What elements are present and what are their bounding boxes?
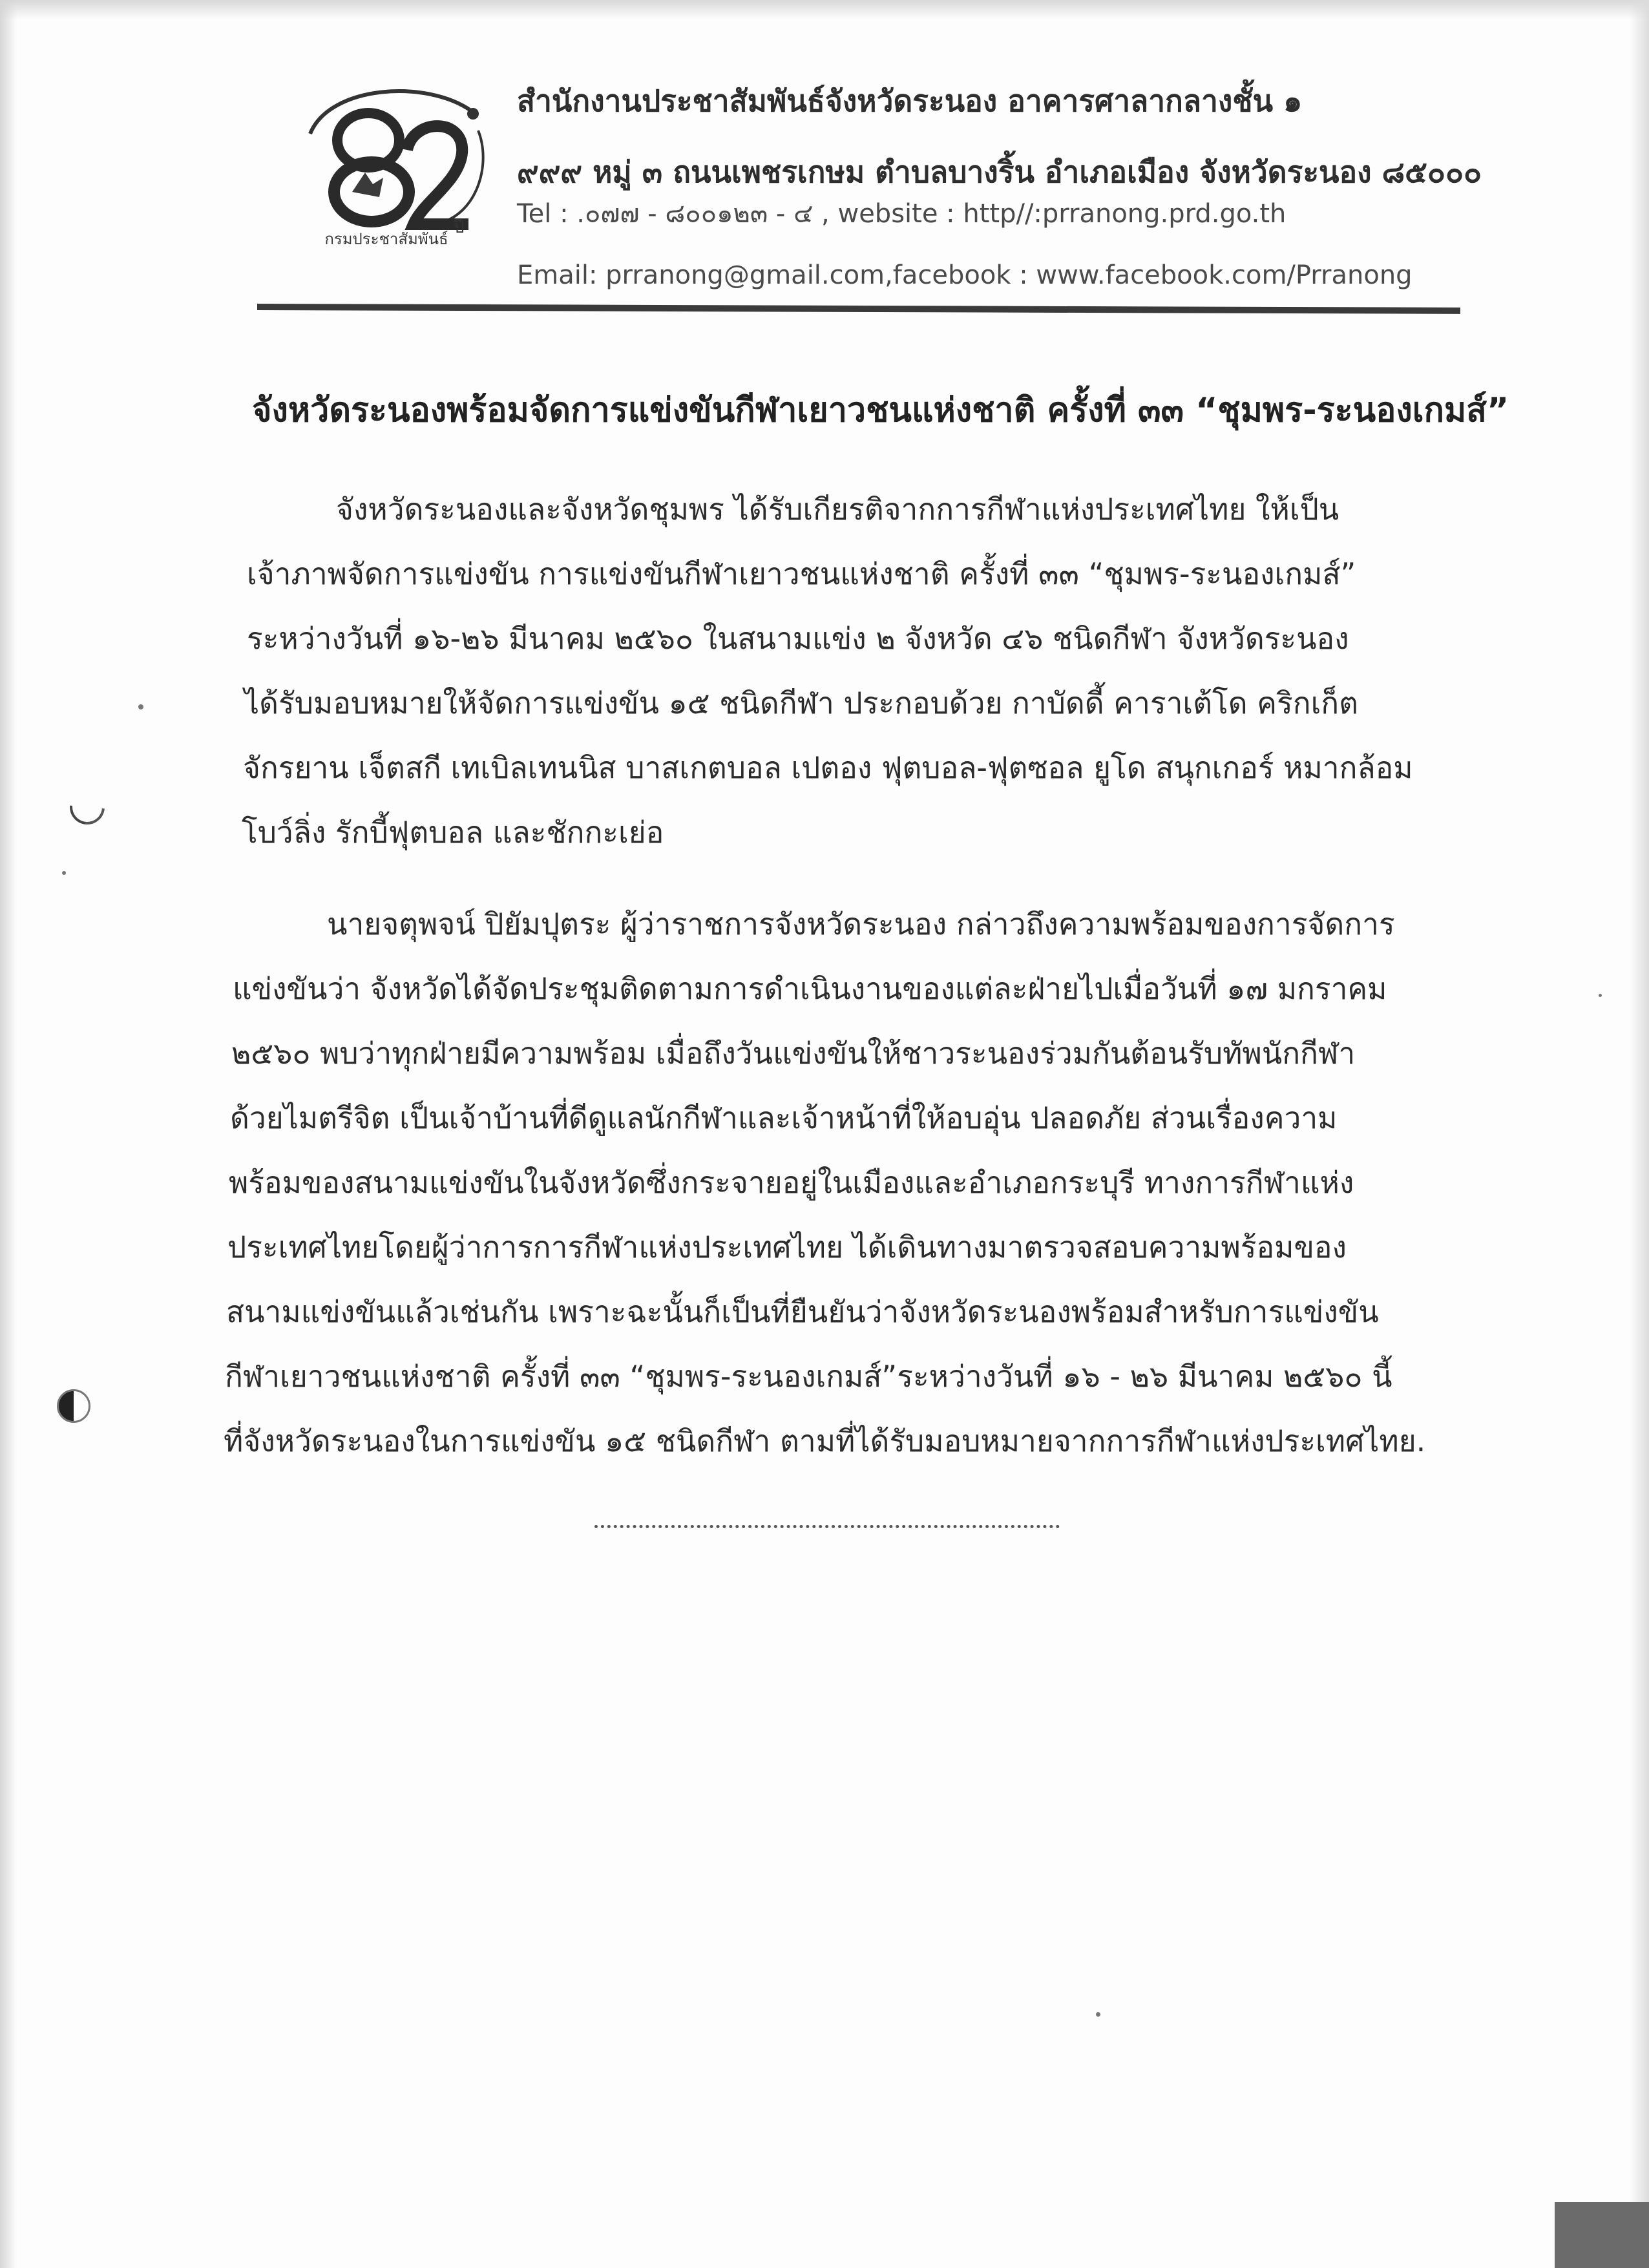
paragraph-line: โบว์ลิ่ง รักบี้ฟุตบอล และชักกะเย่อ: [242, 815, 664, 850]
paragraph-line: เจ้าภาพจัดการแข่งขัน การแข่งขันกีฬาเยาวชนแห่งชาติ ครั้งที่ ๓๓ “ชุมพร-ระนองเกมส์”: [247, 556, 1356, 591]
paragraph-line: ประเทศไทยโดยผู้ว่าการการกีฬาแห่งประเทศไทย ได้เดินทางมาตรวจสอบความพร้อมของ: [227, 1230, 1347, 1265]
page-shadow-left: [0, 0, 17, 2268]
paragraph-line: ได้รับมอบหมายให้จัดการแข่งขัน ๑๕ ชนิดกีฬา ประกอบด้วย กาบัดดี้ คาราเต้โด คริกเก็ต: [244, 686, 1359, 720]
agency-contact: Tel : .๐๗๗ - ๘๐๐๑๒๓ - ๔ , website : http//:prranong.prd.go.th: [517, 199, 1287, 229]
logo-caption: กรมประชาสัมพันธ์: [324, 230, 448, 248]
paragraph-line: กีฬาเยาวชนแห่งชาติ ครั้งที่ ๓๓ “ชุมพร-ระนองเกมส์”ระหว่างวันที่ ๑๖ - ๒๖ มีนาคม ๒๕๖๐ นี้: [225, 1359, 1392, 1394]
paragraph-line: ที่จังหวัดระนองในการแข่งขัน ๑๕ ชนิดกีฬา ตามที่ได้รับมอบหมายจากการกีฬาแห่งประเทศไทย.: [224, 1423, 1426, 1458]
page-shadow-right: [1630, 0, 1649, 2268]
agency-email: Email: prranong@gmail.com,facebook : www.facebook.com/Prranong: [517, 260, 1413, 290]
scan-speck: [1096, 2012, 1100, 2017]
paragraph-line: นายจตุพจน์ ปิยัมปุตระ ผู้ว่าราชการจังหวัดระนอง กล่าวถึงความพร้อมของการจัดการ: [327, 907, 1395, 941]
page-shadow-top: [0, 0, 1649, 19]
paragraph-line: ๒๕๖๐ พบว่าทุกฝ่ายมีความพร้อม เมื่อถึงวันแข่งขันให้ชาวระนองร่วมกันต้อนรับทัพนักกีฬา: [231, 1036, 1356, 1071]
scan-speck: [1599, 994, 1602, 997]
paragraph-line: ด้วยไมตรีจิต เป็นเจ้าบ้านที่ดีดูแลนักกีฬาและเจ้าหน้าที่ให้อบอุ่น ปลอดภัย ส่วนเรื่องความ: [230, 1100, 1338, 1135]
punch-hole-mark: [57, 1389, 90, 1423]
scan-corner-shadow: [1555, 2202, 1649, 2268]
punch-hole-mark: [63, 782, 112, 832]
paragraph-line: สนามแข่งขันแล้วเช่นกัน เพราะฉะนั้นก็เป็นที่ยืนยันว่าจังหวัดระนองพร้อมสำหรับการแข่งขัน: [226, 1294, 1379, 1329]
paragraph-line: ระหว่างวันที่ ๑๖-๒๖ มีนาคม ๒๕๖๐ ในสนามแข่ง ๒ จังหวัด ๔๖ ชนิดกีฬา จังหวัดระนอง: [247, 621, 1349, 656]
paragraph-line: จักรยาน เจ็ตสกี เทเบิลเทนนิส บาสเกตบอล เปตอง ฟุตบอล-ฟุตซอล ยูโด สนุกเกอร์ หมากล้อม: [243, 750, 1413, 785]
agency-name: สำนักงานประชาสัมพันธ์จังหวัดระนอง อาคารศาลากลางชั้น ๑: [517, 83, 1303, 118]
end-of-article-dots: [594, 1525, 1060, 1528]
logo-years-suffix: ปี: [454, 218, 465, 237]
paragraph-line: พร้อมของสนามแข่งขันในจังหวัดซึ่งกระจายอยู่ในเมืองและอำเภอกระบุรี ทางการกีฬาแห่ง: [229, 1165, 1354, 1200]
scan-speck: [62, 871, 66, 875]
letterhead-rule: [257, 304, 1460, 314]
paragraph-line: แข่งขันว่า จังหวัดได้จัดประชุมติดตามการดำเนินงานของแต่ละฝ่ายไปเมื่อวันที่ ๑๗ มกราคม: [233, 971, 1387, 1006]
paragraph-line: จังหวัดระนองและจังหวัดชุมพร ได้รับเกียรติจากการกีฬาแห่งประเทศไทย ให้เป็น: [336, 492, 1339, 527]
scan-speck: [138, 704, 143, 709]
article-headline: จังหวัดระนองพร้อมจัดการแข่งขันกีฬาเยาวชนแห่งชาติ ครั้งที่ ๓๓ “ชุมพร-ระนองเกมส์”: [252, 391, 1509, 430]
agency-address: ๙๙๙ หมู่ ๓ ถนนเพชรเกษม ตำบลบางริ้น อำเภอเมือง จังหวัดระนอง ๘๕๐๐๐: [517, 154, 1482, 189]
prd-82-years-logo-icon: [284, 72, 491, 266]
